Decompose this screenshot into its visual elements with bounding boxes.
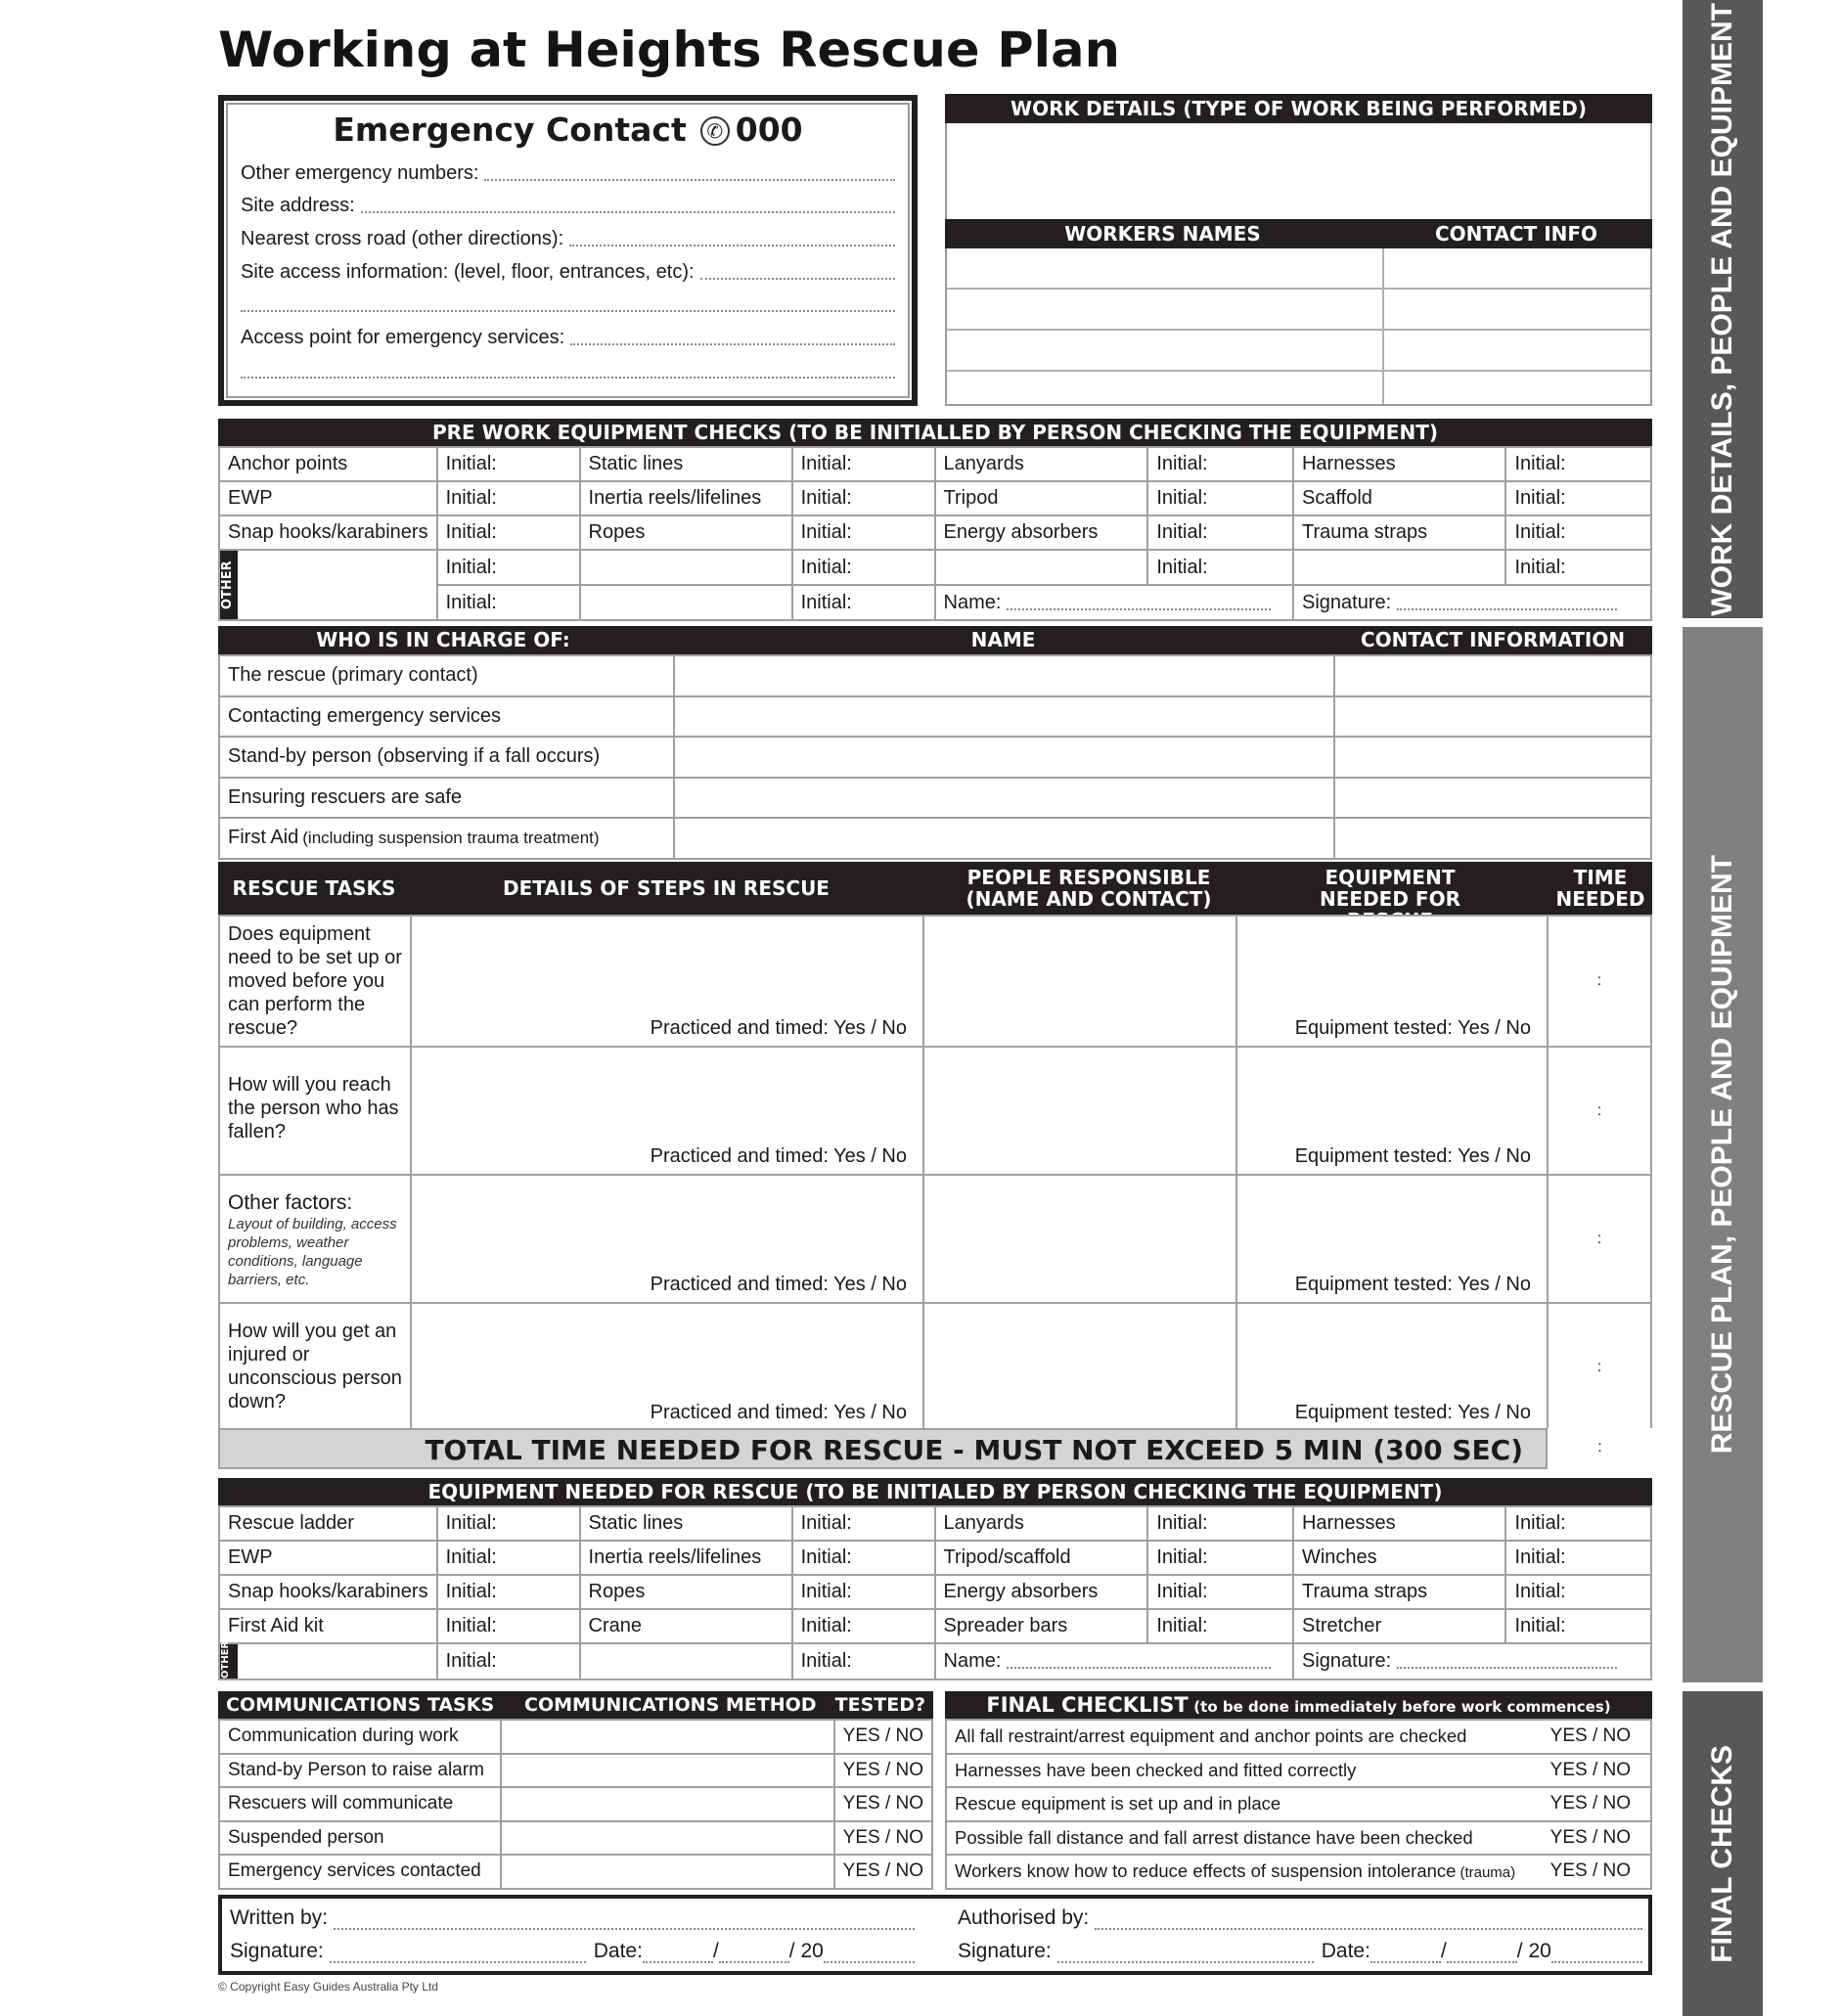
total-time-input[interactable]: [1546, 1428, 1652, 1469]
other-section: [220, 1640, 436, 1679]
equipment-needed-header: EQUIPMENT NEEDED FOR RESCUE (TO BE INITIALED BY PERSON CHECKING THE EQUIPMENT): [218, 1478, 1652, 1505]
other-label: OTHER: [220, 1644, 238, 1679]
pre-work-checks-header: PRE WORK EQUIPMENT CHECKS (TO BE INITIALLED BY PERSON CHECKING THE EQUIPMENT): [218, 419, 1652, 446]
communication-task: Suspended person: [219, 1821, 501, 1856]
access-point-continued-field[interactable]: [241, 357, 895, 382]
initial-field[interactable]: Initial:: [1147, 481, 1293, 515]
communication-method-input[interactable]: [501, 1787, 834, 1821]
field-label: Nearest cross road (other directions):: [241, 228, 564, 249]
responsibility-note: (including suspension trauma treatment): [302, 829, 600, 848]
side-tab-label: WORK DETAILS, PEOPLE AND EQUIPMENT: [1706, 2, 1738, 616]
equipment-item: Ropes: [580, 515, 792, 550]
communication-task: Communication during work: [219, 1720, 501, 1754]
equipment-item: Crane: [580, 1609, 792, 1643]
equipment-item: Harnesses: [1293, 447, 1506, 481]
communications-header: [218, 1691, 933, 1719]
equipment-needed-input[interactable]: [1236, 916, 1548, 1047]
equipment-item: Tripod: [935, 481, 1148, 515]
fill-line: [569, 245, 895, 246]
other-item-field[interactable]: [580, 550, 792, 585]
fill-line: [700, 278, 895, 280]
checklist-yes-no[interactable]: YES / NO: [1540, 1821, 1651, 1856]
final-checklist-heading: FINAL CHECKLIST: [986, 1693, 1189, 1717]
final-checklist-row: [946, 1821, 1651, 1856]
equipment-row: [219, 447, 1651, 481]
initial-field[interactable]: Initial:: [1505, 1506, 1651, 1541]
rescue-task-cell: [219, 1303, 411, 1431]
equipment-item: EWP: [219, 481, 437, 515]
initial-field[interactable]: Initial:: [437, 550, 580, 585]
steps-input[interactable]: [411, 916, 923, 1047]
equipment-item: Lanyards: [935, 447, 1148, 481]
authorised-by-field[interactable]: [958, 1906, 1642, 1930]
name-label: Name:: [943, 591, 1002, 613]
rescue-tasks-table: [218, 915, 1652, 1432]
initial-field[interactable]: Initial:: [1505, 515, 1651, 550]
initial-field[interactable]: Initial:: [437, 515, 580, 550]
other-item-field[interactable]: [580, 585, 792, 620]
name-input[interactable]: [674, 696, 1334, 738]
equipment-row: [219, 1609, 1651, 1643]
equipment-row: [219, 515, 1651, 550]
equipment-item: Ropes: [580, 1575, 792, 1609]
checklist-item: [946, 1787, 1540, 1821]
rescue-task-row: [219, 1175, 1651, 1303]
copyright-notice: © Copyright Easy Guides Australia Pty Ltd: [218, 1980, 438, 1994]
fill-line: [241, 310, 895, 312]
communication-task: Rescuers will communicate: [219, 1787, 501, 1821]
equipment-row: [219, 1575, 1651, 1609]
responsibility-cell: [219, 778, 674, 819]
responsibility-label: Contacting emergency services: [228, 704, 502, 727]
equipment-needed-table: [218, 1505, 1652, 1680]
equipment-item: Static lines: [580, 1506, 792, 1541]
side-tab-work-details[interactable]: [1683, 0, 1763, 618]
workers-names-header: WORKERS NAMES: [1064, 222, 1261, 246]
work-details-input[interactable]: [947, 123, 1650, 219]
final-checklist-row: [946, 1720, 1651, 1754]
comm-tasks-heading: COMMUNICATIONS TASKS: [226, 1694, 495, 1716]
field-label: Other emergency numbers:: [241, 162, 479, 184]
time-separator: :: [1597, 1439, 1602, 1456]
access-point-field[interactable]: [241, 324, 895, 349]
fill-line: [361, 211, 895, 213]
responsibility-label: First Aid: [228, 827, 299, 849]
initial-field[interactable]: Initial:: [792, 1609, 935, 1643]
initial-field[interactable]: Initial:: [792, 1506, 935, 1541]
equipment-item: Anchor points: [219, 447, 437, 481]
initial-field[interactable]: Initial:: [1147, 1609, 1293, 1643]
other-item-field[interactable]: [935, 550, 1148, 585]
rescue-task-cell: [219, 1047, 411, 1175]
side-tab-rescue-plan[interactable]: [1683, 627, 1763, 1682]
initial-field[interactable]: Initial:: [792, 447, 935, 481]
initial-field[interactable]: Initial:: [437, 1609, 580, 1643]
communication-row: [219, 1821, 932, 1856]
other-emergency-numbers-field[interactable]: [241, 159, 895, 185]
emergency-contact-title: [224, 111, 912, 149]
date-year: / 20: [788, 1940, 824, 1962]
initial-field[interactable]: Initial:: [1505, 1575, 1651, 1609]
rescue-task-row: [219, 916, 1651, 1047]
rescue-task-cell: [219, 916, 411, 1047]
page-title: Working at Heights Rescue Plan: [218, 22, 1120, 78]
rescue-tasks-heading: RESCUE TASKS: [232, 876, 396, 900]
people-responsible-heading: PEOPLE RESPONSIBLE (NAME AND CONTACT): [965, 866, 1212, 911]
practiced-timed-label: Practiced and timed: Yes / No: [650, 1017, 907, 1039]
equipment-item: Energy absorbers: [935, 515, 1148, 550]
name-input[interactable]: [674, 778, 1334, 819]
people-responsible-input[interactable]: [923, 916, 1236, 1047]
emergency-contact-box: [218, 95, 918, 406]
checklist-yes-no[interactable]: YES / NO: [1540, 1720, 1651, 1754]
final-checklist-row: [946, 1754, 1651, 1788]
equipment-item: Lanyards: [935, 1506, 1148, 1541]
signature-label: Signature:: [958, 1940, 1052, 1962]
equipment-tested-label: Equipment tested: Yes / No: [1294, 1145, 1531, 1167]
signature-field[interactable]: [1293, 585, 1651, 620]
tested-yes-no[interactable]: YES / NO: [834, 1855, 932, 1889]
communication-row: [219, 1720, 932, 1754]
emergency-number: 000: [735, 111, 803, 149]
fill-line: [1397, 608, 1617, 610]
equipment-item: Snap hooks/karabiners: [219, 515, 437, 550]
equipment-item: Trauma straps: [1293, 515, 1506, 550]
workers-header-bar: [945, 219, 1652, 248]
fill-line: [570, 343, 895, 345]
equipment-item: Energy absorbers: [935, 1575, 1148, 1609]
field-label: Site address:: [241, 195, 355, 216]
people-responsible-input[interactable]: [923, 1175, 1236, 1303]
total-time-row: [218, 1428, 1652, 1469]
checklist-item: [946, 1720, 1540, 1754]
contact-input[interactable]: [1334, 696, 1651, 738]
checklist-text: Harnesses have been checked and fitted correctly: [955, 1759, 1357, 1780]
communication-method-input[interactable]: [501, 1821, 834, 1856]
steps-input[interactable]: [411, 1175, 923, 1303]
other-equipment-row: [219, 1643, 1651, 1680]
name-field[interactable]: [935, 1643, 1293, 1680]
communication-task: Emergency services contacted: [219, 1855, 501, 1889]
initial-field[interactable]: Initial:: [1505, 447, 1651, 481]
time-separator: :: [1596, 1230, 1602, 1247]
worker-row[interactable]: [947, 290, 1650, 331]
equipment-item: Snap hooks/karabiners: [219, 1575, 437, 1609]
final-checklist-table: [945, 1719, 1652, 1890]
equipment-item: First Aid kit: [219, 1609, 437, 1643]
initial-field[interactable]: Initial:: [1147, 550, 1293, 585]
initial-field[interactable]: Initial:: [792, 1643, 935, 1680]
written-by-label: Written by:: [230, 1906, 328, 1929]
side-tab-final-checks[interactable]: [1683, 1691, 1763, 2016]
in-charge-row: [219, 778, 1651, 819]
initial-field[interactable]: Initial:: [437, 481, 580, 515]
final-checklist-header: [945, 1691, 1652, 1719]
name-label: Name:: [943, 1650, 1002, 1672]
equipment-item: Inertia reels/lifelines: [580, 1541, 792, 1575]
initial-field[interactable]: Initial:: [437, 447, 580, 481]
initial-field[interactable]: Initial:: [1505, 481, 1651, 515]
name-input[interactable]: [674, 818, 1334, 859]
work-details-box: [945, 94, 1652, 406]
time-needed-input[interactable]: [1548, 1047, 1651, 1175]
date-slash: /: [1440, 1940, 1447, 1962]
equipment-item: Static lines: [580, 447, 792, 481]
checklist-yes-no[interactable]: YES / NO: [1540, 1754, 1651, 1788]
fill-line: [1007, 608, 1271, 610]
worker-row[interactable]: [947, 248, 1650, 290]
communication-method-input[interactable]: [501, 1754, 834, 1788]
equipment-needed-input[interactable]: [1236, 1175, 1548, 1303]
initial-field[interactable]: Initial:: [437, 1575, 580, 1609]
field-label: Access point for emergency services:: [241, 327, 565, 348]
contact-input[interactable]: [1334, 818, 1651, 859]
time-separator: :: [1596, 1358, 1602, 1375]
initial-field[interactable]: Initial:: [437, 1643, 580, 1680]
initial-field[interactable]: Initial:: [792, 481, 935, 515]
responsibility-cell: [219, 696, 674, 738]
practiced-timed-label: Practiced and timed: Yes / No: [650, 1274, 907, 1295]
initial-field[interactable]: Initial:: [792, 515, 935, 550]
time-separator: :: [1596, 972, 1602, 989]
comm-method-heading: COMMUNICATIONS METHOD: [524, 1694, 817, 1716]
communication-method-input[interactable]: [501, 1720, 834, 1754]
signoff-box: [218, 1895, 1652, 1975]
contact-input[interactable]: [1334, 737, 1651, 778]
steps-input[interactable]: [411, 1047, 923, 1175]
equipment-item: EWP: [219, 1541, 437, 1575]
checklist-yes-no[interactable]: YES / NO: [1540, 1787, 1651, 1821]
initial-field[interactable]: Initial:: [437, 585, 580, 620]
rescue-tasks-header: [218, 862, 1652, 932]
tested-yes-no[interactable]: YES / NO: [834, 1720, 932, 1754]
in-charge-row: [219, 696, 1651, 738]
checklist-text: All fall restraint/arrest equipment and anchor points are checked: [955, 1725, 1467, 1747]
fill-line: [484, 179, 895, 181]
time-needed-input[interactable]: [1548, 916, 1651, 1047]
tested-yes-no[interactable]: YES / NO: [834, 1754, 932, 1788]
initial-field[interactable]: Initial:: [1505, 1609, 1651, 1643]
final-checklist-row: [946, 1855, 1651, 1889]
communication-row: [219, 1787, 932, 1821]
communication-row: [219, 1855, 932, 1889]
total-time-label: TOTAL TIME NEEDED FOR RESCUE - MUST NOT EXCEED 5 MIN (300 SEC): [425, 1434, 1523, 1466]
work-details-header: WORK DETAILS (TYPE OF WORK BEING PERFORMED): [945, 94, 1652, 123]
final-checklist-note: (to be done immediately before work commences): [1193, 1698, 1611, 1716]
initial-field[interactable]: Initial:: [1147, 1541, 1293, 1575]
responsibility-label: The rescue (primary contact): [228, 664, 478, 687]
communication-task: Stand-by Person to raise alarm: [219, 1754, 501, 1788]
equipment-item: Spreader bars: [935, 1609, 1148, 1643]
details-steps-heading: DETAILS OF STEPS IN RESCUE: [503, 876, 830, 900]
equipment-item: Tripod/scaffold: [935, 1541, 1148, 1575]
initial-field[interactable]: Initial:: [1147, 515, 1293, 550]
checklist-text: Rescue equipment is set up and in place: [955, 1793, 1281, 1814]
other-label: OTHER: [220, 551, 238, 619]
time-separator: :: [1596, 1101, 1602, 1119]
initial-field[interactable]: Initial:: [1505, 550, 1651, 585]
other-section: [220, 551, 436, 619]
date-year: / 20: [1516, 1940, 1551, 1962]
initial-field[interactable]: Initial:: [792, 1541, 935, 1575]
checklist-text: Workers know how to reduce effects of suspension intolerance: [955, 1860, 1457, 1882]
contact-information-heading: CONTACT INFORMATION: [1360, 628, 1626, 651]
signature-field[interactable]: [1293, 1643, 1651, 1680]
other-item-field[interactable]: [219, 1640, 437, 1680]
responsibility-label: Stand-by person (observing if a fall occurs): [228, 745, 601, 768]
worker-row[interactable]: [947, 372, 1650, 413]
checklist-item: [946, 1754, 1540, 1788]
in-charge-table: [218, 654, 1652, 860]
equipment-row: [219, 1541, 1651, 1575]
name-field[interactable]: [935, 585, 1293, 620]
in-charge-header: [218, 626, 1652, 654]
written-by-field[interactable]: [230, 1906, 915, 1930]
responsibility-cell: [219, 818, 674, 859]
in-charge-row: [219, 737, 1651, 778]
time-needed-heading: TIME NEEDED: [1555, 866, 1645, 911]
equipment-item: Stretcher: [1293, 1609, 1506, 1643]
phone-icon: ✆: [700, 116, 730, 146]
checklist-text: Possible fall distance and fall arrest distance have been checked: [955, 1826, 1473, 1848]
fill-line: [1007, 1667, 1271, 1669]
equipment-item: Scaffold: [1293, 481, 1506, 515]
signature-label: Signature:: [1301, 1650, 1392, 1672]
date-label: Date:: [1321, 1940, 1370, 1962]
equipment-row: [219, 1506, 1651, 1541]
contact-input[interactable]: [1334, 778, 1651, 819]
equipment-tested-label: Equipment tested: Yes / No: [1294, 1274, 1531, 1295]
equipment-tested-label: Equipment tested: Yes / No: [1294, 1017, 1531, 1039]
initial-field[interactable]: Initial:: [792, 585, 935, 620]
equipment-item: Inertia reels/lifelines: [580, 481, 792, 515]
equipment-item: Rescue ladder: [219, 1506, 437, 1541]
site-address-field[interactable]: [241, 192, 895, 217]
people-responsible-input[interactable]: [923, 1303, 1236, 1431]
other-equipment-row: [219, 550, 1651, 585]
side-tab-label: FINAL CHECKS: [1706, 1744, 1738, 1963]
equipment-tested-label: Equipment tested: Yes / No: [1294, 1402, 1531, 1423]
in-charge-row: [219, 818, 1651, 859]
initial-field[interactable]: Initial:: [792, 550, 935, 585]
initial-field[interactable]: Initial:: [437, 1541, 580, 1575]
checklist-item: [946, 1855, 1540, 1889]
worker-row[interactable]: [947, 331, 1650, 372]
contact-info-header: CONTACT INFO: [1434, 222, 1598, 246]
fill-line: [241, 377, 895, 379]
initial-field[interactable]: Initial:: [1505, 1541, 1651, 1575]
in-charge-row: [219, 655, 1651, 696]
practiced-timed-label: Practiced and timed: Yes / No: [650, 1145, 907, 1167]
communication-method-input[interactable]: [501, 1855, 834, 1889]
authorised-by-label: Authorised by:: [958, 1906, 1090, 1929]
written-signature-date-field[interactable]: [230, 1940, 915, 1963]
rescue-task-cell: [219, 1175, 411, 1303]
equipment-item: Trauma straps: [1293, 1575, 1506, 1609]
communications-table: [218, 1719, 933, 1890]
rescue-task-question: Other factors:: [228, 1191, 353, 1214]
time-needed-input[interactable]: [1548, 1303, 1651, 1431]
field-label: Site access information: (level, floor, entrances, etc):: [241, 261, 695, 283]
pre-work-checks-table: [218, 446, 1652, 621]
site-access-info-field[interactable]: [241, 258, 895, 284]
other-item-field[interactable]: [219, 550, 437, 620]
equipment-item: Winches: [1293, 1541, 1506, 1575]
side-tab-label: RESCUE PLAN, PEOPLE AND EQUIPMENT: [1706, 855, 1738, 1455]
rescue-task-question: How will you get an injured or unconscious person down?: [228, 1321, 402, 1412]
initial-field[interactable]: Initial:: [1147, 1506, 1293, 1541]
initial-field[interactable]: Initial:: [1147, 1575, 1293, 1609]
rescue-task-row: [219, 1047, 1651, 1175]
responsibility-cell: [219, 737, 674, 778]
equipment-needed-input[interactable]: [1236, 1303, 1548, 1431]
other-item-field[interactable]: [1293, 550, 1506, 585]
rescue-task-question: How will you reach the person who has fallen?: [228, 1074, 399, 1142]
equipment-item: Harnesses: [1293, 1506, 1506, 1541]
tested-heading: TESTED?: [834, 1694, 925, 1716]
equipment-row: [219, 481, 1651, 515]
initial-field[interactable]: Initial:: [792, 1575, 935, 1609]
signature-label: Signature:: [230, 1940, 324, 1962]
signature-label: Signature:: [1301, 591, 1392, 613]
authorised-signature-date-field[interactable]: [958, 1940, 1642, 1963]
steps-input[interactable]: [411, 1303, 923, 1431]
checklist-note: (trauma): [1459, 1864, 1516, 1882]
time-needed-input[interactable]: [1548, 1175, 1651, 1303]
checklist-yes-no[interactable]: YES / NO: [1540, 1855, 1651, 1889]
rescue-task-hint: Layout of building, access problems, weather conditions, language barriers, etc.: [228, 1216, 397, 1288]
other-item-field[interactable]: [580, 1643, 792, 1680]
equipment-needed-input[interactable]: [1236, 1047, 1548, 1175]
who-in-charge-heading: WHO IS IN CHARGE OF:: [316, 628, 570, 651]
contact-input[interactable]: [1334, 655, 1651, 696]
rescue-task-question: Does equipment need to be set up or moved before you can perform the rescue?: [228, 923, 402, 1039]
communication-row: [219, 1754, 932, 1788]
initial-field[interactable]: Initial:: [437, 1506, 580, 1541]
responsibility-cell: [219, 655, 674, 696]
fill-line: [1397, 1667, 1617, 1669]
responsibility-label: Ensuring rescuers are safe: [228, 785, 463, 808]
name-heading: NAME: [970, 628, 1036, 651]
people-responsible-input[interactable]: [923, 1047, 1236, 1175]
name-input[interactable]: [674, 655, 1334, 696]
initial-field[interactable]: Initial:: [1147, 447, 1293, 481]
rescue-task-row: [219, 1303, 1651, 1431]
name-input[interactable]: [674, 737, 1334, 778]
final-checklist-row: [946, 1787, 1651, 1821]
tested-yes-no[interactable]: YES / NO: [834, 1821, 932, 1856]
practiced-timed-label: Practiced and timed: Yes / No: [650, 1402, 907, 1423]
nearest-cross-road-field[interactable]: [241, 225, 895, 250]
emergency-title-text: Emergency Contact: [333, 111, 687, 149]
checklist-item: [946, 1821, 1540, 1856]
site-access-info-continued-field[interactable]: [241, 291, 895, 316]
tested-yes-no[interactable]: YES / NO: [834, 1787, 932, 1821]
equipment-needed-heading: EQUIPMENT NEEDED FOR RESCUE: [1320, 866, 1460, 932]
date-label: Date:: [593, 1940, 643, 1962]
date-slash: /: [712, 1940, 719, 1962]
